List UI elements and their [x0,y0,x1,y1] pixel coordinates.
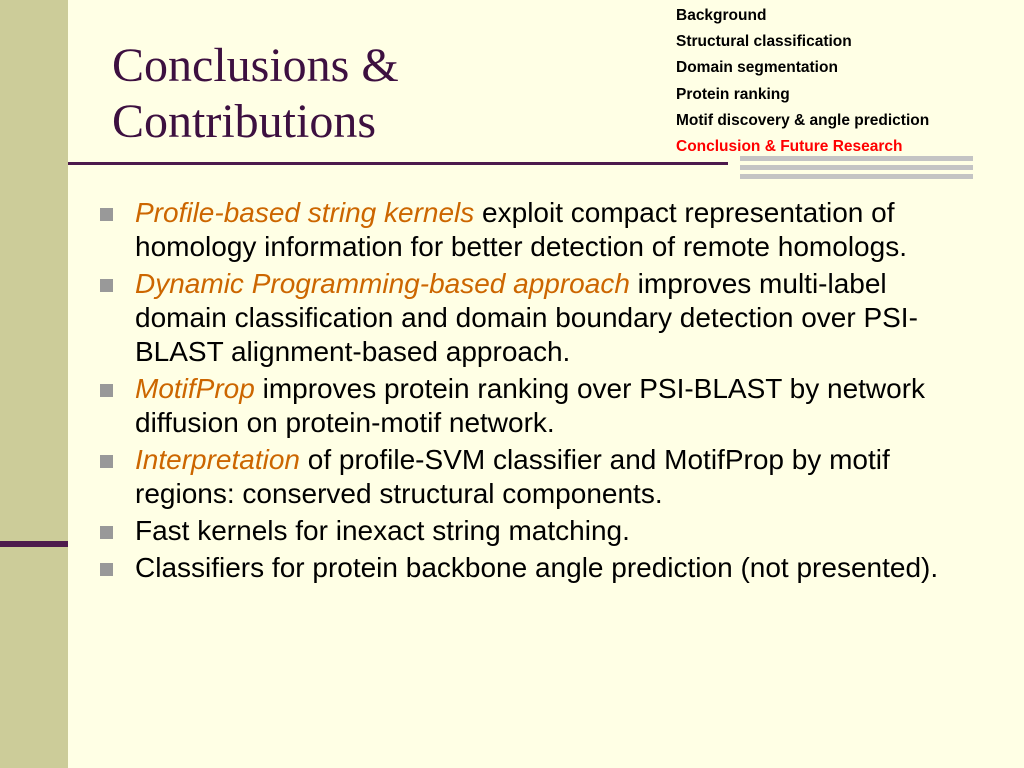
square-bullet-icon [100,526,113,539]
square-bullet-icon [100,455,113,468]
list-item [100,196,960,264]
left-bar-accent-line [0,541,68,547]
square-bullet-icon [100,208,113,221]
stripe [740,156,973,161]
bullet-highlight: Dynamic Programming-based approach [135,268,630,299]
bullet-text: improves multi-label domain classification and domain boundary detection over PSI-BLAST alignment-based approach. [135,268,918,367]
decorative-stripes [740,156,973,183]
bullet-highlight: Profile-based string kernels [135,197,475,228]
title-divider [68,162,728,165]
bullet-text: of profile-SVM classifier and MotifProp by motif regions: conserved structural components. [135,444,890,509]
bullet-text: exploit compact representation of homology information for better detection of remote homologs. [135,197,907,262]
agenda-item-structural-classification: Structural classification [676,33,852,51]
agenda-item-protein-ranking: Protein ranking [676,85,790,103]
list-item [100,514,960,548]
agenda-item-motif-discovery: Motif discovery & angle prediction [676,111,930,129]
square-bullet-icon [100,563,113,576]
list-item [100,372,960,440]
bullet-text: improves protein ranking over PSI-BLAST by network diffusion on protein-motif network. [135,373,926,438]
square-bullet-icon [100,384,113,397]
page-title: Conclusions & Contributions [112,39,399,148]
agenda-item-background: Background [676,7,767,24]
list-item [100,551,960,585]
bullet-text: Classifiers for protein backbone angle prediction (not presented). [135,552,939,583]
stripe [740,174,973,179]
stripe [740,165,973,170]
bullet-text: Fast kernels for inexact string matching. [135,515,630,546]
left-decorative-bar [0,0,68,768]
agenda-item-domain-segmentation: Domain segmentation [676,59,838,77]
agenda-item-conclusion: Conclusion & Future Research [676,138,903,156]
bullet-highlight: Interpretation [135,444,300,475]
list-item [100,267,960,369]
square-bullet-icon [100,279,113,292]
bullet-highlight: MotifProp [135,373,255,404]
bullet-list [100,196,960,588]
list-item [100,443,960,511]
agenda-nav [676,3,929,160]
